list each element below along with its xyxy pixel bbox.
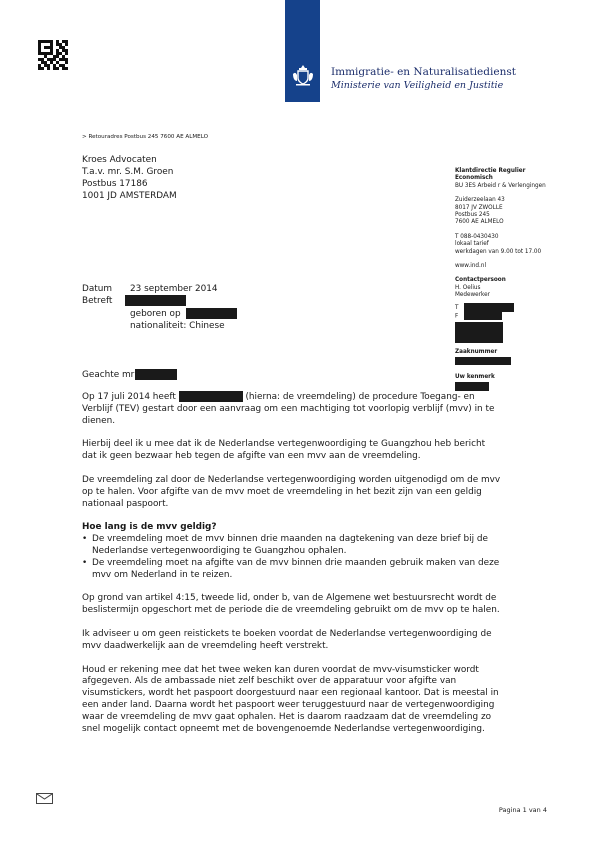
- paragraph: Ik adviseer u om geen reistickets te boeken voordat de Nederlandse vertegenwoordiging de mvv daadwerkelijk aan de vreemdeling heeft verstrekt.: [82, 628, 492, 651]
- contact-name: H. Oelius: [455, 284, 481, 291]
- postbus: Postbus 245: [455, 212, 490, 219]
- redacted-lawyer-name: [135, 369, 177, 380]
- recipient-line: Postbus 17186: [82, 179, 148, 189]
- qr-code: [38, 40, 68, 70]
- qr-module: [65, 67, 68, 70]
- department-line: Economisch: [455, 175, 493, 182]
- redacted-fax: [464, 312, 502, 320]
- department-line: BU 3ES Arbeid r & Verlengingen: [455, 182, 546, 189]
- paragraph: De vreemdeling zal door de Nederlandse vertegenwoordiging worden uitgenodigd om de mvv op te halen. Voor afgifte van de mvv moet de vreemdeling in het bezit zijn van een geldig nationaal paspoort.: [82, 474, 501, 509]
- recipient-address: [82, 154, 177, 202]
- sender-sidebar: [455, 168, 580, 391]
- contact-label: Contactpersoon: [455, 277, 506, 284]
- redacted-reference: [455, 382, 489, 391]
- salutation: [82, 369, 177, 380]
- recipient-line: T.a.v. mr. S.M. Groen: [82, 167, 174, 177]
- bullet-item: • De vreemdeling moet de mvv binnen drie maanden na dagtekening van deze brief bij de Nederlandse vertegenwoordiging te Guangzhou ophalen.: [82, 534, 502, 558]
- org-name: Immigratie- en Naturalisatiedienst: [331, 66, 516, 78]
- redacted-name: [125, 295, 186, 306]
- t-label: T: [455, 304, 459, 311]
- section-heading: Hoe lang is de mvv geldig?: [82, 522, 217, 533]
- phone: T 088-0430430: [455, 233, 499, 240]
- paragraph-text: Op 17 juli 2014 heeft: [82, 392, 176, 402]
- crest-icon: [290, 62, 316, 88]
- office-hours: werkdagen van 9.00 tot 17.00: [455, 248, 542, 255]
- page-number: Pagina 1 van 4: [498, 806, 547, 814]
- street: Zuiderzeelaan 43: [455, 197, 505, 204]
- contact-role: Medewerker: [455, 292, 490, 299]
- redacted-birthdate: [186, 308, 237, 319]
- paragraph-text: (hierna: de vreemdeling) de procedure Toegang- en Verblijf (TEV) gestart door een aanvraag om een machtiging tot voorlopig verblijf (mvv) in te dienen.: [82, 392, 495, 426]
- date-value: 23 september 2014: [130, 284, 218, 294]
- coat-of-arms-logo: [285, 0, 320, 102]
- letter-body: [82, 391, 502, 735]
- case-number-label: Zaaknummer: [455, 349, 498, 355]
- city-line: 8017 JV ZWOLLE: [455, 204, 503, 211]
- bullet-list: [82, 534, 502, 581]
- paragraph: [82, 391, 502, 427]
- paragraph: Op grond van artikel 4:15, tweede lid, onder b, van de Algemene wet bestuursrecht wordt de beslistermijn opgeschort met de periode die de vreemdeling gebruikt om de mvv op te halen.: [82, 593, 500, 616]
- department-line: Klantdirectie Regulier: [455, 168, 526, 174]
- paragraph: Hierbij deel ik u mee dat ik de Nederlandse vertegenwoordiging te Guangzhou heb bericht dat ik geen bezwaar heb tegen de afgifte van een mvv aan de vreemdeling.: [82, 439, 486, 462]
- reference-label: Uw kenmerk: [455, 373, 495, 380]
- ministry-name: Ministerie van Veiligheid en Justitie: [331, 80, 504, 91]
- envelope-icon: [36, 793, 53, 804]
- subject-label: Betreft: [82, 296, 113, 306]
- recipient-line: Kroes Advocaten: [82, 155, 157, 165]
- paragraph: Houd er rekening mee dat het twee weken kan duren voordat de mvv-visumsticker wordt afgegeven. Als de ambassade niet zelf beschikt over de apparatuur voor afgifte van visumstickers, wordt het paspoort doorgestuurd naar een regionaal kantoor. Dat is meestal in een ander land. Daarna wordt het paspoort weer teruggestuurd naar de vertegenwoordiging waar de vreemdeling de mvv gaat ophalen. Het is daarom raadzaam dat de vreemdeling zo snel mogelijk contact opneemt met de bovengenoemde Nederlandse vertegenwoordiging.: [82, 664, 499, 734]
- recipient-line: 1001 JD AMSTERDAM: [82, 191, 177, 201]
- redacted-phone: [464, 303, 514, 312]
- redacted-applicant-name: [179, 391, 243, 402]
- website-link[interactable]: www.ind.nl: [455, 263, 487, 270]
- redacted-email: [455, 322, 503, 343]
- bullet-item: • De vreemdeling moet na afgifte van de mvv binnen drie maanden gebruik maken van deze mvv om Nederland in te reizen.: [82, 558, 502, 582]
- f-label: F: [455, 313, 459, 320]
- return-address: > Retouradres Postbus 245 7600 AE ALMELO: [82, 134, 209, 140]
- tariff: lokaal tarief: [455, 241, 489, 248]
- redacted-case-number: [455, 357, 511, 365]
- nationality: nationaliteit: Chinese: [130, 321, 225, 331]
- date-label: Datum: [82, 284, 113, 294]
- salutation-text: Geachte mr: [82, 370, 135, 380]
- born-label: geboren op: [130, 309, 181, 319]
- postal-city: 7600 AE ALMELO: [455, 219, 504, 226]
